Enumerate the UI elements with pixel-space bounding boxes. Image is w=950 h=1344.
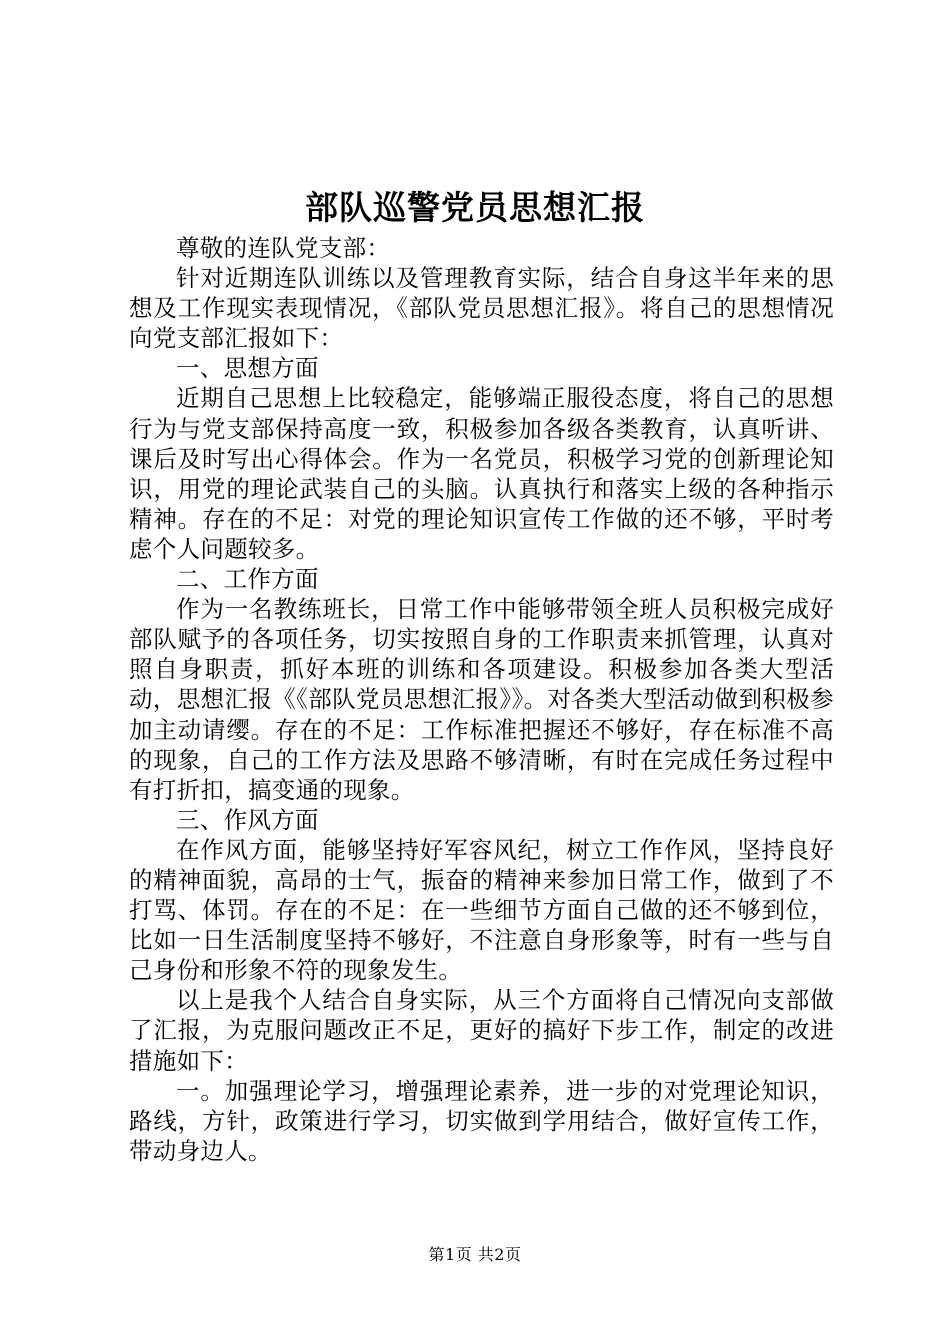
section-heading-work: 二、工作方面 xyxy=(176,565,319,594)
summary-paragraph: 以上是我个人结合自身实际，从三个方面将自己情况向支部做了汇报，为克服问题改正不足，更好的搞好下步工作，制定的改进措施如下： xyxy=(129,986,834,1075)
section-heading-style: 三、作风方面 xyxy=(176,805,319,834)
intro-paragraph: 针对近期连队训练以及管理教育实际，结合自身这半年来的思想及工作现实表现情况，《部队党员思想汇报》。将自己的思想情况向党支部汇报如下： xyxy=(129,264,834,353)
measure-paragraph-1: 一。加强理论学习，增强理论素养，进一步的对党理论知识，路线，方针，政策进行学习，切实做到学用结合，做好宣传工作，带动身边人。 xyxy=(129,1076,834,1165)
section-paragraph-style: 在作风方面，能够坚持好军容风纪，树立工作作风，坚持良好的精神面貌，高昂的士气，振奋的精神来参加日常工作，做到了不打骂、体罚。存在的不足：在一些细节方面自己做的还不够到位，比如一日生活制度坚持不够好，不注意自身形象等，时有一些与自己身份和形象不符的现象发生。 xyxy=(129,835,834,985)
section-heading-thought: 一、思想方面 xyxy=(176,354,319,383)
page-number-footer: 第1页 共2页 xyxy=(428,1245,522,1264)
section-paragraph-thought: 近期自己思想上比较稳定，能够端正服役态度，将自己的思想行为与党支部保持高度一致，积极参加各级各类教育，认真听讲、课后及时写出心得体会。作为一名党员，积极学习党的创新理论知识，用党的理论武装自己的头脑。认真执行和落实上级的各种指示精神。存在的不足：对党的理论知识宣传工作做的还不够，平时考虑个人问题较多。 xyxy=(129,384,834,563)
document-body xyxy=(129,233,834,1166)
document-title: 部队巡警党员思想汇报 xyxy=(305,188,645,227)
salutation: 尊敬的连队党支部： xyxy=(176,234,391,262)
section-paragraph-work: 作为一名教练班长，日常工作中能够带领全班人员积极完成好部队赋予的各项任务，切实按照自身的工作职责来抓管理，认真对照自身职责，抓好本班的训练和各项建设。积极参加各类大型活动，思想汇报《《部队党员思想汇报》》。对各类大型活动做到积极参加主动请缨。存在的不足：工作标准把握还不够好，存在标准不高的现象，自己的工作方法及思路不够清晰，有时在完成任务过程中有打折扣，搞变通的现象。 xyxy=(129,595,834,804)
